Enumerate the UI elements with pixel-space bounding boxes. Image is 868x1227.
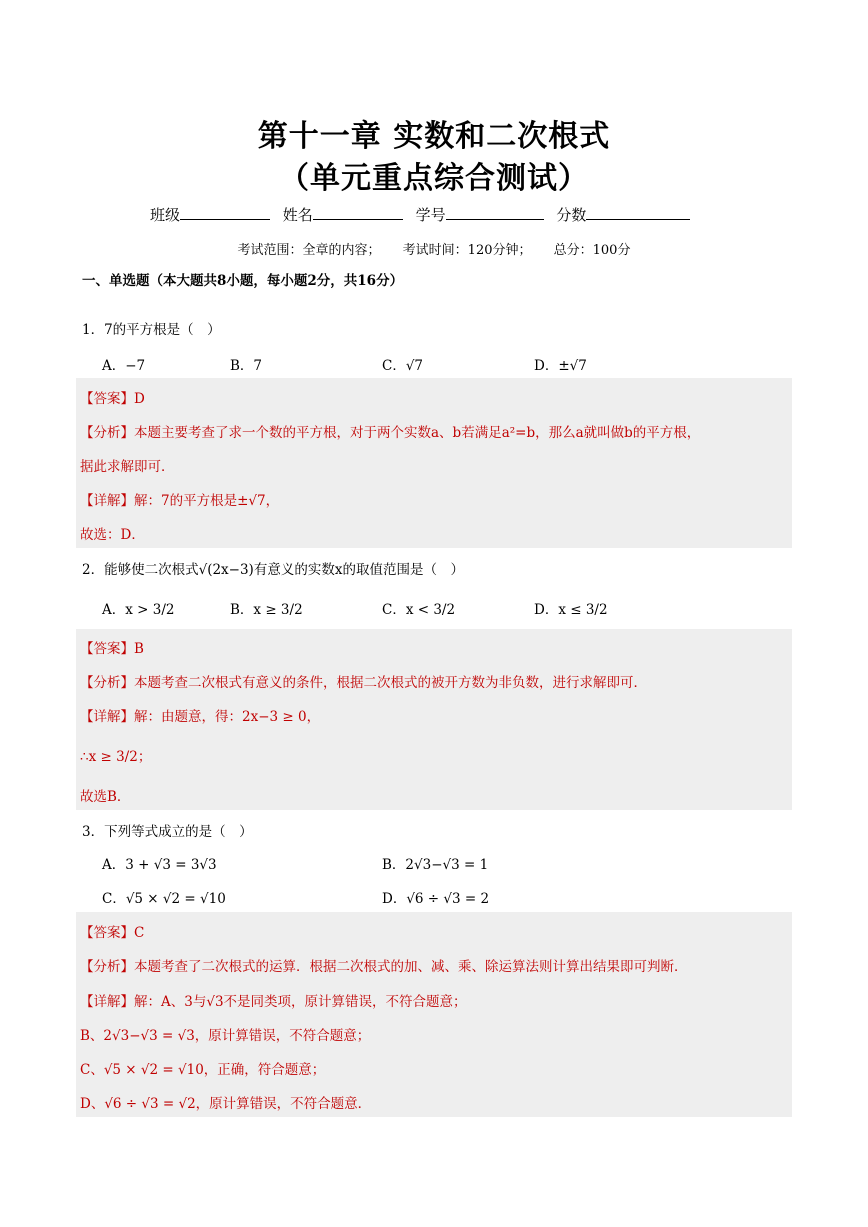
- exam-time: 考试时间：120分钟；: [402, 243, 532, 258]
- q3-answer-box: [76, 912, 792, 1117]
- q2-option-a[interactable]: A．x > 3/2: [102, 602, 175, 618]
- q1-option-b[interactable]: B．7: [230, 358, 263, 374]
- q1-analysis-cont: 据此求解即可．: [80, 459, 175, 475]
- q1-option-c[interactable]: C．√7: [382, 358, 424, 374]
- score-label: 分数: [556, 206, 587, 224]
- q2-detail: 【详解】解：由题意，得：2x−3 ≥ 0，: [80, 709, 321, 725]
- question-3-stem: 3．下列等式成立的是（ ）: [82, 824, 253, 840]
- question-1-stem: 1．7的平方根是（ ）: [82, 322, 221, 338]
- q2-answer: 【答案】B: [80, 641, 144, 657]
- q1-option-d[interactable]: D．±√7: [534, 358, 587, 374]
- q3-option-b[interactable]: B．2√3−√3 = 1: [382, 857, 489, 873]
- q3-step-d: D、√6 ÷ √3 = √2，原计算错误，不符合题意．: [80, 1096, 372, 1112]
- class-blank[interactable]: [180, 205, 270, 220]
- q1-analysis: 【分析】本题主要考查了求一个数的平方根，对于两个实数a、b若满足a²=b，那么a就叫做b的平方根，: [80, 425, 701, 441]
- q2-option-d[interactable]: D．x ≤ 3/2: [534, 602, 608, 618]
- exam-meta: [0, 239, 868, 258]
- q2-option-b[interactable]: B．x ≥ 3/2: [230, 602, 303, 618]
- page-title: 第十一章 实数和二次根式: [257, 119, 611, 154]
- q3-answer: 【答案】C: [80, 925, 145, 941]
- name-blank[interactable]: [313, 205, 403, 220]
- q3-analysis: 【分析】本题考查了二次根式的运算．根据二次根式的加、减、乘、除运算法则计算出结果即可判断．: [80, 959, 688, 975]
- page-subtitle: （单元重点综合测试）: [279, 161, 589, 196]
- q2-step: ∴x ≥ 3/2；: [80, 749, 152, 765]
- student-info-row: [150, 204, 698, 225]
- section-title: 一、单选题（本大题共8小题，每小题2分，共16分）: [82, 273, 404, 289]
- q3-step-b: B、2√3−√3 = √3，原计算错误，不符合题意；: [80, 1028, 371, 1044]
- q2-analysis: 【分析】本题考查二次根式有意义的条件，根据二次根式的被开方数为非负数，进行求解即可．: [80, 675, 647, 691]
- q1-conclusion: 故选：D．: [80, 527, 145, 543]
- q2-conclusion: 故选B．: [80, 789, 131, 805]
- student-id-blank[interactable]: [446, 205, 544, 220]
- class-label: 班级: [150, 206, 181, 224]
- q2-answer-box: [76, 629, 792, 810]
- exam-total: 总分：100分: [553, 243, 631, 258]
- q1-detail: 【详解】解：7的平方根是±√7，: [80, 493, 280, 509]
- student-id-label: 学号: [415, 206, 446, 224]
- q3-option-a[interactable]: A．3 + √3 = 3√3: [102, 857, 217, 873]
- q3-option-c[interactable]: C．√5 × √2 = √10: [102, 891, 226, 907]
- q2-option-c[interactable]: C．x < 3/2: [382, 602, 456, 618]
- q3-step-c: C、√5 × √2 = √10，正确，符合题意；: [80, 1062, 326, 1078]
- exam-scope: 考试范围：全章的内容；: [237, 243, 381, 258]
- q1-answer-box: [76, 378, 792, 548]
- score-blank[interactable]: [586, 205, 690, 220]
- q1-option-a[interactable]: A．−7: [102, 358, 146, 374]
- q3-option-d[interactable]: D．√6 ÷ √3 = 2: [382, 891, 490, 907]
- q1-answer: 【答案】D: [80, 391, 145, 407]
- name-label: 姓名: [282, 206, 313, 224]
- q3-detail: 【详解】解：A、3与√3不是同类项，原计算错误，不符合题意；: [80, 994, 467, 1010]
- question-2-stem: 2．能够使二次根式√(2x−3)有意义的实数x的取值范围是（ ）: [82, 562, 464, 578]
